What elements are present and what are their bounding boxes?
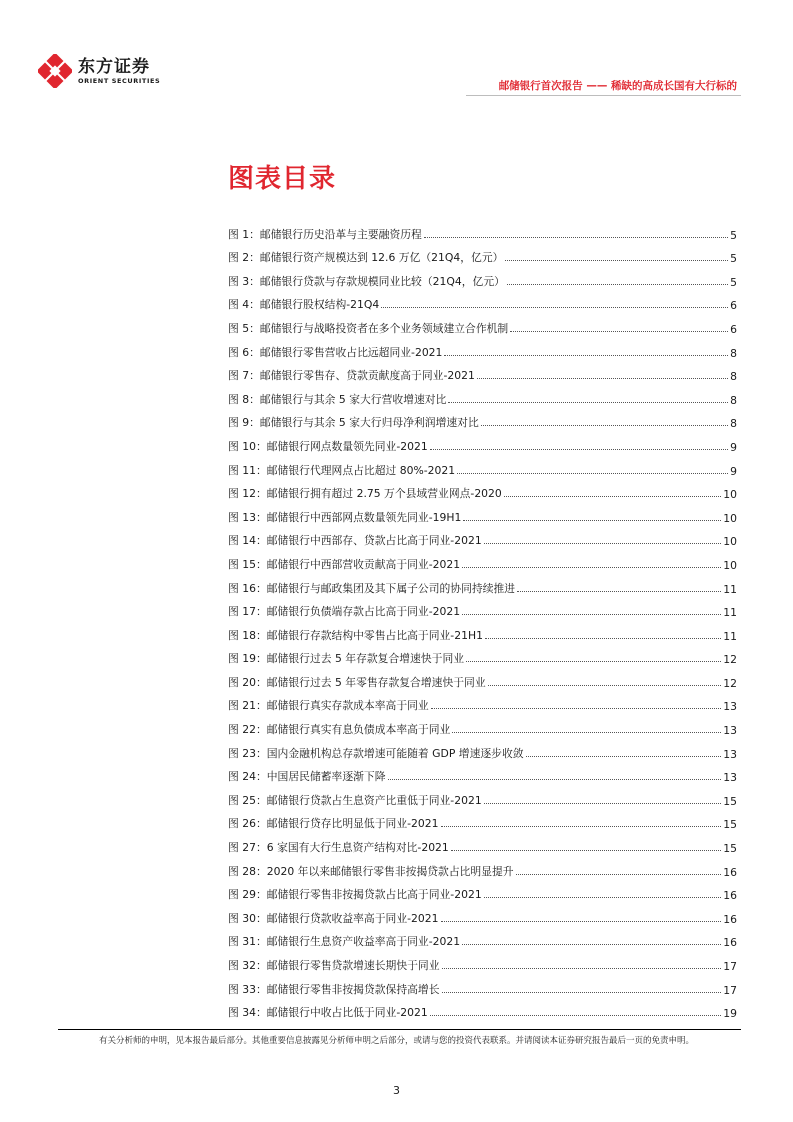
toc-dot-leader	[442, 968, 722, 969]
toc-entry-label[interactable]: 图 7：邮储银行零售存、贷款贡献度高于同业-2021	[228, 369, 475, 383]
toc-entry[interactable]	[228, 619, 737, 643]
toc-entry-label[interactable]: 图 18：邮储银行存款结构中零售占比高于同业-21H1	[228, 628, 483, 642]
toc-entry-label[interactable]: 图 20：邮储银行过去 5 年零售存款复合增速快于同业	[228, 675, 486, 689]
toc-entry[interactable]	[228, 360, 737, 384]
toc-entry-label[interactable]: 图 15：邮储银行中西部营收贡献高于同业-2021	[228, 557, 461, 571]
toc-entry[interactable]	[228, 242, 737, 266]
toc-dot-leader	[504, 496, 721, 497]
toc-entry[interactable]	[228, 643, 737, 667]
toc-entry-page[interactable]: 8	[730, 417, 737, 431]
toc-entry-page[interactable]: 17	[723, 960, 737, 973]
toc-entry-page[interactable]: 13	[723, 747, 737, 761]
toc-entry-page[interactable]: 8	[730, 393, 737, 407]
toc-entry-page[interactable]: 12	[723, 653, 737, 667]
toc-entry-label[interactable]: 图 25：邮储银行贷款占生息资产比重低于同业-2021	[228, 793, 482, 807]
toc-entry[interactable]	[228, 808, 737, 832]
toc-entry-page[interactable]: 16	[723, 936, 737, 950]
toc-dot-leader	[477, 378, 728, 379]
toc-entry-page[interactable]: 13	[723, 771, 737, 785]
toc-entry-label[interactable]: 图 5：邮储银行与战略投资者在多个业务领域建立合作机制	[228, 321, 509, 335]
toc-entry-label[interactable]: 图 11：邮储银行代理网点占比超过 80%-2021	[228, 463, 456, 477]
toc-entry-page[interactable]: 11	[723, 629, 737, 643]
toc-entry-page[interactable]: 5	[730, 228, 737, 242]
toc-entry-label[interactable]: 图 14：邮储银行中西部存、贷款占比高于同业-2021	[228, 534, 482, 548]
toc-dot-leader	[441, 921, 722, 922]
report-subtitle: 邮储银行首次报告 —— 稀缺的高成长国有大行标的	[498, 80, 737, 92]
toc-entry-label[interactable]: 图 1：邮储银行历史沿革与主要融资历程	[228, 227, 422, 241]
toc-entry-label[interactable]: 图 2：邮储银行资产规模达到 12.6 万亿（21Q4，亿元）	[228, 251, 504, 265]
toc-entry-label[interactable]: 图 29：邮储银行零售非按揭贷款占比高于同业-2021	[228, 888, 482, 902]
toc-entry-page[interactable]: 19	[723, 1007, 737, 1021]
toc-entry[interactable]	[228, 454, 737, 478]
page-title: 图表目录	[228, 164, 337, 194]
toc-entry-page[interactable]: 16	[723, 865, 737, 879]
toc-entry[interactable]	[228, 926, 737, 950]
toc-entry-page[interactable]: 16	[723, 889, 737, 903]
toc-entry[interactable]	[228, 902, 737, 926]
toc-entry[interactable]	[228, 430, 737, 454]
toc-entry-label[interactable]: 图 28：2020 年以来邮储银行零售非按揭贷款占比明显提升	[228, 864, 514, 878]
toc-entry[interactable]	[228, 572, 737, 596]
toc-entry[interactable]	[228, 336, 737, 360]
toc-entry-label[interactable]: 图 3：邮储银行贷款与存款规模同业比较（21Q4，亿元）	[228, 274, 505, 288]
toc-dot-leader	[388, 779, 722, 780]
toc-entry-page[interactable]: 9	[730, 440, 737, 454]
toc-entry[interactable]	[228, 949, 737, 973]
toc-entry[interactable]	[228, 997, 737, 1021]
toc-dot-leader	[452, 732, 721, 733]
company-logo	[38, 54, 160, 88]
toc-dot-leader	[462, 944, 721, 945]
toc-entry-page[interactable]: 6	[730, 299, 737, 313]
toc-entry-label[interactable]: 图 17：邮储银行负债端存款占比高于同业-2021	[228, 605, 461, 619]
toc-entry-label[interactable]: 图 12：邮储银行拥有超过 2.75 万个县域营业网点-2020	[228, 487, 502, 501]
toc-entry-page[interactable]: 10	[723, 535, 737, 549]
toc-dot-leader	[448, 402, 728, 403]
toc-dot-leader	[441, 826, 722, 827]
toc-entry[interactable]	[228, 761, 737, 785]
toc-entry-page[interactable]: 11	[723, 582, 737, 596]
toc-entry-page[interactable]: 11	[723, 606, 737, 620]
orient-securities-logo-icon	[38, 54, 72, 88]
toc-entry-page[interactable]: 15	[723, 842, 737, 856]
toc-entry-page[interactable]: 6	[730, 322, 737, 336]
toc-entry[interactable]	[228, 218, 737, 242]
toc-entry-page[interactable]: 10	[723, 511, 737, 525]
toc-dot-leader	[463, 520, 721, 521]
toc-entry-label[interactable]: 图 4：邮储银行股权结构-21Q4	[228, 298, 380, 312]
toc-entry[interactable]	[228, 690, 737, 714]
logo-chinese-name: 东方证券	[78, 57, 150, 77]
toc-entry-label[interactable]: 图 27：6 家国有大行生息资产结构对比-2021	[228, 841, 449, 855]
toc-entry-page[interactable]: 15	[723, 794, 737, 808]
toc-entry-label[interactable]: 图 8：邮储银行与其余 5 家大行营收增速对比	[228, 392, 447, 406]
toc-entry-label[interactable]: 图 21：邮储银行真实存款成本率高于同业	[228, 699, 429, 713]
toc-dot-leader	[510, 331, 728, 332]
toc-dot-leader	[462, 614, 721, 615]
toc-dot-leader	[466, 661, 721, 662]
toc-entry-page[interactable]: 5	[730, 252, 737, 266]
toc-entry-page[interactable]: 9	[730, 464, 737, 478]
toc-entry-page[interactable]: 15	[723, 818, 737, 832]
toc-entry-label[interactable]: 图 13：邮储银行中西部网点数量领先同业-19H1	[228, 510, 462, 524]
toc-dot-leader	[430, 1015, 722, 1016]
toc-entry-label[interactable]: 图 30：邮储银行贷款收益率高于同业-2021	[228, 911, 439, 925]
toc-dot-leader	[442, 992, 722, 993]
toc-dot-leader	[457, 473, 728, 474]
toc-dot-leader	[516, 874, 722, 875]
toc-entry-label[interactable]: 图 26：邮储银行贷存比明显低于同业-2021	[228, 817, 439, 831]
toc-dot-leader	[484, 803, 722, 804]
toc-entry-label[interactable]: 图 19：邮储银行过去 5 年存款复合增速快于同业	[228, 652, 465, 666]
toc-entry[interactable]	[228, 973, 737, 997]
toc-entry[interactable]	[228, 831, 737, 855]
toc-dot-leader	[485, 638, 721, 639]
toc-entry[interactable]	[228, 855, 737, 879]
toc-entry[interactable]	[228, 478, 737, 502]
toc-entry-page[interactable]: 10	[723, 488, 737, 502]
toc-entry-page[interactable]: 10	[723, 558, 737, 572]
toc-entry-label[interactable]: 图 6：邮储银行零售营收占比远超同业-2021	[228, 345, 443, 359]
toc-dot-leader	[526, 756, 722, 757]
toc-entry[interactable]	[228, 525, 737, 549]
toc-entry-label[interactable]: 图 33：邮储银行零售非按揭贷款保持高增长	[228, 982, 440, 996]
toc-entry[interactable]	[228, 407, 737, 431]
toc-entry-page[interactable]: 5	[730, 275, 737, 289]
toc-entry-label[interactable]: 图 31：邮储银行生息资产收益率高于同业-2021	[228, 935, 461, 949]
toc-entry-page[interactable]: 13	[723, 724, 737, 738]
toc-dot-leader	[481, 425, 728, 426]
toc-entry-page[interactable]: 17	[723, 983, 737, 997]
toc-dot-leader	[505, 260, 728, 261]
toc-entry-page[interactable]: 12	[723, 676, 737, 690]
toc-entry[interactable]	[228, 737, 737, 761]
disclaimer-text: 有关分析师的申明，见本报告最后部分。其他重要信息披露见分析师申明之后部分，或请与您的投资代表联系。并请阅读本证券研究报告最后一页的免责申明。	[98, 1036, 694, 1046]
toc-entry-label[interactable]: 图 34：邮储银行中收占比低于同业-2021	[228, 1006, 428, 1020]
toc-entry[interactable]	[228, 265, 737, 289]
toc-dot-leader	[462, 567, 721, 568]
toc-entry[interactable]	[228, 784, 737, 808]
toc-dot-leader	[431, 708, 722, 709]
toc-entry-label[interactable]: 图 22：邮储银行真实有息负债成本率高于同业	[228, 723, 451, 737]
toc-dot-leader	[430, 449, 728, 450]
header-divider	[466, 95, 741, 96]
toc-entry-page[interactable]: 13	[723, 700, 737, 714]
footer-divider	[58, 1029, 741, 1030]
toc-dot-leader	[484, 897, 722, 898]
toc-dot-leader	[444, 355, 728, 356]
toc-entry[interactable]	[228, 666, 737, 690]
toc-entry-page[interactable]: 8	[730, 370, 737, 384]
toc-dot-leader	[484, 543, 722, 544]
toc-dot-leader	[424, 237, 728, 238]
toc-entry[interactable]	[228, 383, 737, 407]
toc-dot-leader	[488, 685, 722, 686]
toc-entry-label[interactable]: 图 16：邮储银行与邮政集团及其下属子公司的协同持续推进	[228, 581, 516, 595]
toc-entry-label[interactable]: 图 9：邮储银行与其余 5 家大行归母净利润增速对比	[228, 416, 479, 430]
toc-entry[interactable]	[228, 312, 737, 336]
toc-entry[interactable]	[228, 548, 737, 572]
toc-dot-leader	[517, 591, 721, 592]
toc-entry-page[interactable]: 8	[730, 346, 737, 360]
toc-entry-label[interactable]: 图 10：邮储银行网点数量领先同业-2021	[228, 439, 428, 453]
toc-dot-leader	[507, 284, 728, 285]
page-number: 3	[393, 1084, 400, 1097]
toc-entry[interactable]	[228, 713, 737, 737]
toc-entry-page[interactable]: 16	[723, 912, 737, 926]
toc-dot-leader	[381, 307, 728, 308]
logo-english-name: ORIENT SECURITIES	[78, 77, 161, 85]
figure-list	[228, 218, 737, 1020]
toc-entry-label[interactable]: 图 32：邮储银行零售贷款增速长期快于同业	[228, 959, 440, 972]
toc-entry[interactable]	[228, 289, 737, 313]
toc-entry[interactable]	[228, 596, 737, 620]
toc-entry-label[interactable]: 图 23：国内金融机构总存款增速可能随着 GDP 增速逐步收敛	[228, 746, 524, 760]
toc-dot-leader	[451, 850, 721, 851]
toc-entry[interactable]	[228, 501, 737, 525]
toc-entry-label[interactable]: 图 24：中国居民储蓄率逐渐下降	[228, 770, 386, 784]
toc-entry[interactable]	[228, 879, 737, 903]
